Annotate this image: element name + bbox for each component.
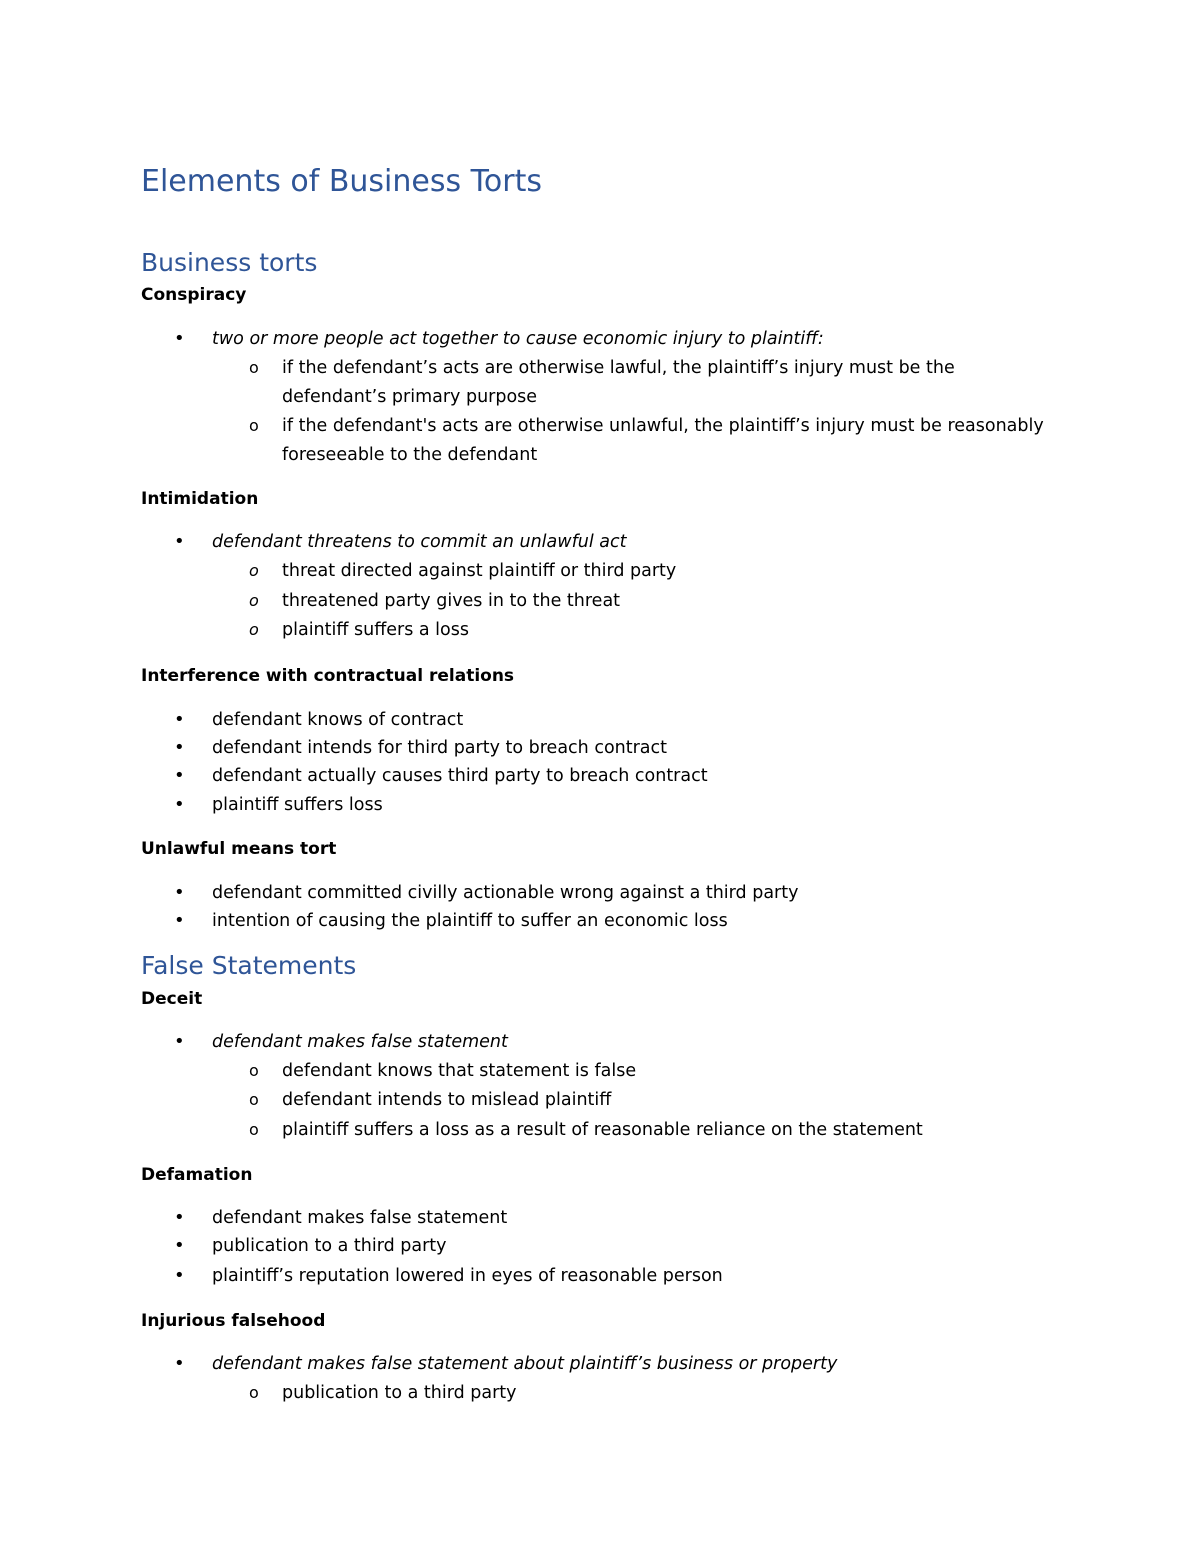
bullet-icon: • [174, 910, 185, 931]
sub-list-item: threat directed against plaintiff or third party [282, 561, 677, 581]
sub-list-item-continuation: defendant’s primary purpose [282, 387, 538, 407]
list-item: intention of causing the plaintiff to suffer an economic loss [212, 911, 728, 931]
bullet-icon: • [174, 531, 185, 552]
page-title: Elements of Business Torts [141, 164, 542, 199]
list-item: defendant makes false statement [212, 1208, 508, 1228]
sub-list-item: defendant intends to mislead plaintiff [282, 1090, 612, 1110]
section-heading-false-statements: False Statements [141, 951, 357, 980]
subsection-heading-conspiracy: Conspiracy [141, 285, 247, 305]
sub-bullet-icon: o [249, 1383, 259, 1402]
subsection-heading-deceit: Deceit [141, 989, 203, 1009]
bullet-icon: • [174, 1265, 185, 1286]
sub-list-item: plaintiff suffers a loss as a result of reasonable reliance on the statement [282, 1120, 923, 1140]
sub-bullet-icon: o [249, 1061, 259, 1080]
sub-bullet-icon: o [249, 620, 259, 639]
list-item: defendant actually causes third party to breach contract [212, 766, 708, 786]
sub-list-item: threatened party gives in to the threat [282, 591, 621, 611]
sub-list-item: plaintiff suffers a loss [282, 620, 469, 640]
list-item: defendant threatens to commit an unlawful act [212, 532, 627, 552]
bullet-icon: • [174, 765, 185, 786]
bullet-icon: • [174, 1207, 185, 1228]
subsection-heading-defamation: Defamation [141, 1165, 253, 1185]
bullet-icon: • [174, 737, 185, 758]
subsection-heading-intimidation: Intimidation [141, 489, 259, 509]
bullet-icon: • [174, 1353, 185, 1374]
subsection-heading-interference: Interference with contractual relations [141, 666, 515, 686]
bullet-icon: • [174, 794, 185, 815]
list-item: publication to a third party [212, 1236, 447, 1256]
list-item: defendant makes false statement [212, 1032, 508, 1052]
list-item: plaintiff suffers loss [212, 795, 383, 815]
list-item: two or more people act together to cause economic injury to plaintiff: [212, 329, 824, 349]
bullet-icon: • [174, 1031, 185, 1052]
sub-bullet-icon: o [249, 1120, 259, 1139]
list-item: plaintiff’s reputation lowered in eyes of reasonable person [212, 1266, 723, 1286]
bullet-icon: • [174, 709, 185, 730]
sub-list-item: if the defendant's acts are otherwise unlawful, the plaintiff’s injury must be reasonably [282, 416, 1044, 436]
subsection-heading-unlawful-means: Unlawful means tort [141, 839, 337, 859]
sub-list-item: if the defendant’s acts are otherwise lawful, the plaintiff’s injury must be the [282, 358, 955, 378]
subsection-heading-injurious-falsehood: Injurious falsehood [141, 1311, 326, 1331]
list-item: defendant makes false statement about plaintiff’s business or property [212, 1354, 838, 1374]
sub-bullet-icon: o [249, 358, 259, 377]
sub-bullet-icon: o [249, 561, 259, 580]
bullet-icon: • [174, 1235, 185, 1256]
sub-bullet-icon: o [249, 1090, 259, 1109]
sub-list-item: defendant knows that statement is false [282, 1061, 637, 1081]
sub-bullet-icon: o [249, 416, 259, 435]
section-heading-business-torts: Business torts [141, 248, 318, 277]
bullet-icon: • [174, 882, 185, 903]
sub-list-item-continuation: foreseeable to the defendant [282, 445, 538, 465]
list-item: defendant knows of contract [212, 710, 464, 730]
sub-list-item: publication to a third party [282, 1383, 517, 1403]
list-item: defendant committed civilly actionable wrong against a third party [212, 883, 799, 903]
sub-bullet-icon: o [249, 591, 259, 610]
bullet-icon: • [174, 328, 185, 349]
list-item: defendant intends for third party to breach contract [212, 738, 668, 758]
